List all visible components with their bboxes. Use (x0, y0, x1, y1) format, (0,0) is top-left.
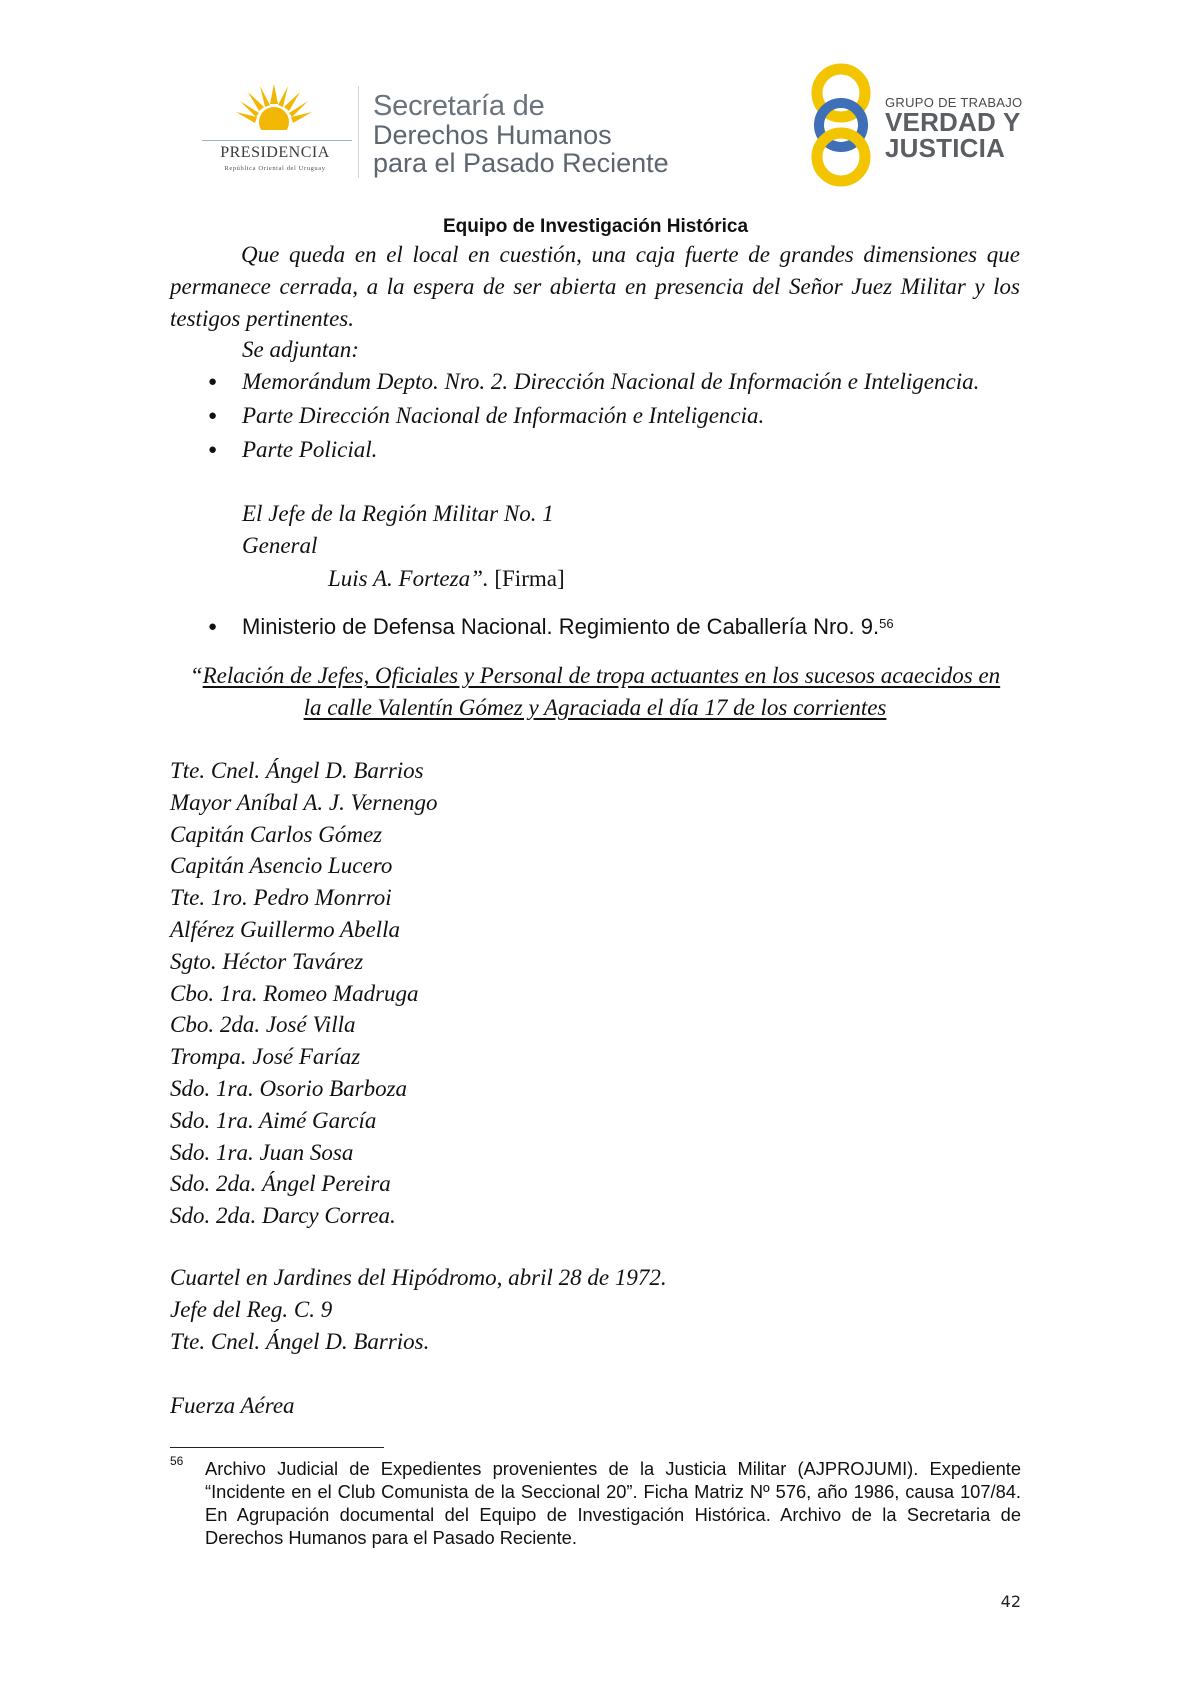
attachment-item: Memorándum Depto. Nro. 2. Dirección Nacional de Información e Inteligencia. (242, 369, 980, 394)
relacion-line2: la calle Valentín Gómez y Agraciada el día 17 de los corrientes (303, 695, 887, 720)
relacion-line1: Relación de Jefes, Oficiales y Personal de tropa actuantes en los sucesos acaecidos en (202, 663, 1001, 688)
personnel-name: Capitán Asencio Lucero (170, 853, 393, 879)
signature-line3 (328, 564, 565, 594)
personnel-name: Cbo. 2da. José Villa (170, 1012, 356, 1038)
signature-line2: General (242, 533, 318, 558)
grupo-line3: JUSTICIA (885, 133, 1006, 163)
ministry-text: Ministerio de Defensa Nacional. Regimiento de Caballería Nro. 9. (242, 614, 880, 639)
sun-emblem-icon (234, 82, 314, 140)
attachment-item: Parte Policial. (242, 437, 378, 462)
personnel-name: Capitán Carlos Gómez (170, 821, 383, 847)
page-number: 42 (1000, 1592, 1021, 1611)
signature-line1: El Jefe de la Región Militar No. 1 (242, 501, 554, 526)
closing-line1: Cuartel en Jardines del Hipódromo, abril 28 de 1972. (170, 1265, 667, 1290)
body-paragraph (170, 239, 1020, 335)
attachment-item: Parte Dirección Nacional de Información e Inteligencia. (242, 403, 765, 428)
grupo-line1: GRUPO DE TRABAJO (885, 95, 1023, 110)
secretaria-logo (373, 91, 669, 177)
team-heading: Equipo de Investigación Histórica (442, 216, 749, 237)
personnel-name: Tte. Cnel. Ángel D. Barrios (170, 758, 424, 783)
personnel-name: Sdo. 1ra. Juan Sosa (170, 1139, 354, 1165)
header-separator (358, 86, 359, 178)
grupo-title (885, 109, 1021, 161)
personnel-name: Trompa. José Faríaz (170, 1044, 361, 1070)
fuerza-heading: Fuerza Aérea (170, 1393, 295, 1418)
footnote-number: 56 (170, 1454, 184, 1468)
personnel-name: Alférez Guillermo Abella (170, 916, 400, 942)
secretaria-line1: Secretaría de (373, 90, 545, 122)
personnel-name: Tte. 1ro. Pedro Monrroi (170, 885, 392, 911)
signature-mark: [Firma] (488, 566, 565, 591)
personnel-list (170, 755, 437, 1232)
personnel-name: Sgto. Héctor Tavárez (170, 948, 364, 974)
verdad-justicia-logo (808, 63, 1038, 188)
personnel-name: Sdo. 2da. Ángel Pereira (170, 1171, 391, 1197)
bullet-marker: ● (208, 442, 218, 458)
presidencia-divider (202, 140, 352, 141)
bullet-marker: ● (208, 408, 218, 424)
personnel-name: Sdo. 2da. Darcy Correa. (170, 1203, 396, 1229)
ministry-line (242, 612, 894, 642)
paragraph-text: Que queda en el local en cuestión, una caja fuerte de grandes dimensiones que permanece cerrada, a la espera de ser abierta en presencia del Señor Juez Militar y los testigos pertinentes. (170, 242, 1020, 331)
linked-rings-icon (808, 63, 874, 188)
personnel-name: Sdo. 1ra. Osorio Barboza (170, 1075, 408, 1101)
closing-line2: Jefe del Reg. C. 9 (170, 1297, 333, 1322)
personnel-name: Mayor Aníbal A. J. Vernengo (170, 789, 438, 815)
presidencia-logo (196, 82, 354, 182)
bullet-marker: ● (208, 374, 218, 390)
signature-name: Luis A. Forteza”. (328, 566, 489, 591)
presidencia-subtitle: República Oriental del Uruguay (224, 165, 326, 172)
footnote-ref: 56 (879, 616, 894, 631)
relacion-title (170, 660, 1020, 724)
closing-line3: Tte. Cnel. Ángel D. Barrios. (170, 1329, 430, 1354)
footnote-text: Archivo Judicial de Expedientes provenientes de la Justicia Militar (AJPROJUMI). Expediente “Incidente en el Club Comunista de la Seccional 20”. Ficha Matriz Nº 576, año 1986, causa 107/84. En Agrupación documental del Equipo de Investigación Histórica. Archivo de la Secretaria de Derechos Humanos para el Pasado Reciente. (205, 1458, 1021, 1548)
presidencia-name: PRESIDENCIA (220, 144, 330, 161)
personnel-name: Cbo. 1ra. Romeo Madruga (170, 980, 419, 1006)
relacion-open-quote: “ (189, 663, 203, 688)
personnel-name: Sdo. 1ra. Aimé García (170, 1107, 377, 1133)
footnote-rule (170, 1447, 384, 1448)
secretaria-line2: Derechos Humanos (373, 120, 612, 150)
attached-label: Se adjuntan: (242, 337, 359, 362)
secretaria-line3: para el Pasado Reciente (373, 148, 669, 178)
grupo-line2: VERDAD Y (885, 107, 1021, 137)
bullet-marker: ● (208, 619, 218, 635)
